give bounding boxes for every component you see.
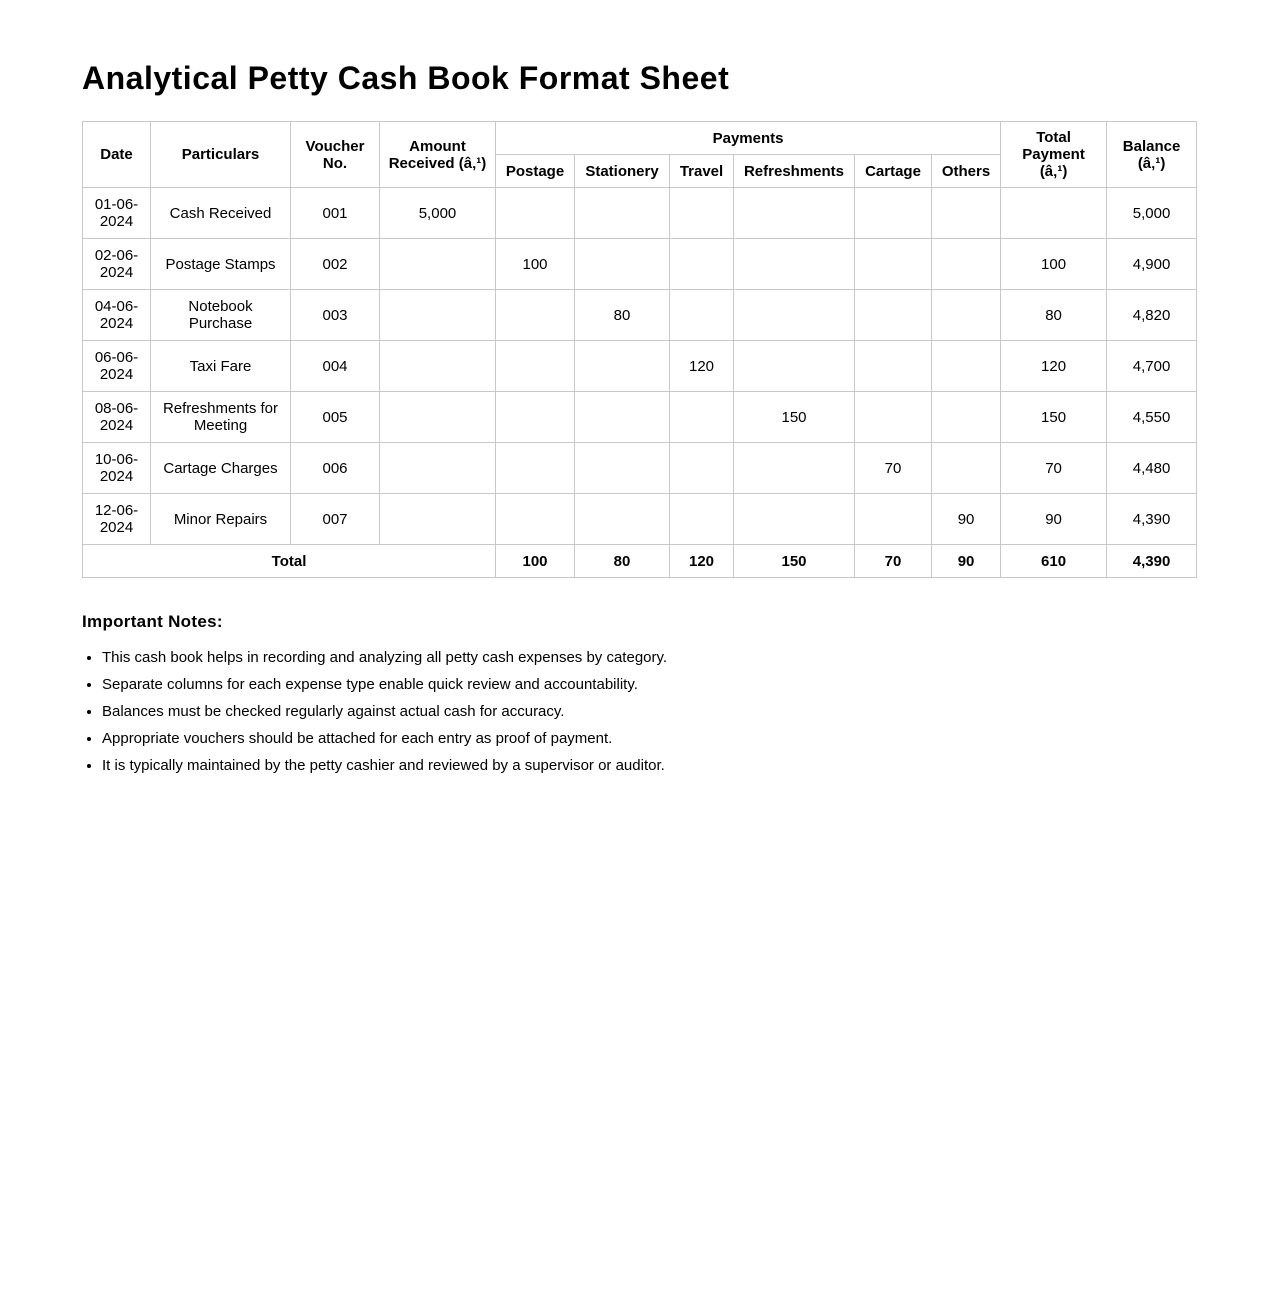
header-payment-category: Refreshments	[734, 155, 855, 188]
cell-payment: 80	[575, 290, 670, 341]
cell-payment	[932, 443, 1001, 494]
cell-payment	[855, 239, 932, 290]
cell-date: 01-06-2024	[83, 188, 151, 239]
cell-payment	[575, 443, 670, 494]
cell-payment	[670, 494, 734, 545]
cell-total-payment: 100	[1001, 239, 1107, 290]
cell-total-payment	[1001, 188, 1107, 239]
cell-particulars: Postage Stamps	[151, 239, 291, 290]
cell-balance: 4,700	[1107, 341, 1197, 392]
note-item: • Appropriate vouchers should be attached for each entry as proof of payment.	[102, 729, 667, 748]
petty-cash-table	[82, 121, 1197, 578]
cell-payment	[496, 341, 575, 392]
header-row	[83, 122, 1197, 155]
cell-date: 08-06-2024	[83, 392, 151, 443]
cell-payment	[496, 392, 575, 443]
cell-payment	[734, 290, 855, 341]
cell-payment: 120	[670, 341, 734, 392]
cell-total-payment: 70	[1001, 443, 1107, 494]
cell-payment	[734, 494, 855, 545]
header-payment-category: Travel	[670, 155, 734, 188]
header-amount-received: Amount Received (â‚¹)	[380, 122, 496, 188]
table-row	[83, 239, 1197, 290]
cell-amount-received	[380, 341, 496, 392]
cell-payment	[855, 188, 932, 239]
total-label: Total	[83, 545, 496, 578]
cell-payment	[575, 239, 670, 290]
cell-balance: 4,480	[1107, 443, 1197, 494]
cell-particulars: Minor Repairs	[151, 494, 291, 545]
note-item: • Balances must be checked regularly against actual cash for accuracy.	[102, 702, 667, 721]
cell-amount-received: 5,000	[380, 188, 496, 239]
table-row	[83, 188, 1197, 239]
cell-payment	[575, 341, 670, 392]
cell-balance: 5,000	[1107, 188, 1197, 239]
header-total-payment: Total Payment (â‚¹)	[1001, 122, 1107, 188]
cell-voucher-no: 003	[291, 290, 380, 341]
cell-particulars: Refreshments for Meeting	[151, 392, 291, 443]
total-payment-category: 70	[855, 545, 932, 578]
page-title: Analytical Petty Cash Book Format Sheet	[82, 60, 730, 96]
header-payment-category: Postage	[496, 155, 575, 188]
cell-payment	[932, 341, 1001, 392]
cell-voucher-no: 002	[291, 239, 380, 290]
cell-voucher-no: 006	[291, 443, 380, 494]
cell-payment	[575, 392, 670, 443]
cell-date: 06-06-2024	[83, 341, 151, 392]
cell-particulars: Cartage Charges	[151, 443, 291, 494]
cell-total-payment: 120	[1001, 341, 1107, 392]
table-row	[83, 290, 1197, 341]
cell-voucher-no: 004	[291, 341, 380, 392]
note-item: • This cash book helps in recording and analyzing all petty cash expenses by category.	[102, 648, 667, 667]
table-row	[83, 443, 1197, 494]
cell-amount-received	[380, 443, 496, 494]
cell-payment	[670, 290, 734, 341]
cell-payment	[855, 341, 932, 392]
table-body	[83, 188, 1197, 578]
cell-payment	[670, 239, 734, 290]
cell-date: 12-06-2024	[83, 494, 151, 545]
cell-amount-received	[380, 290, 496, 341]
header-payment-category: Stationery	[575, 155, 670, 188]
total-row	[83, 545, 1197, 578]
cell-voucher-no: 001	[291, 188, 380, 239]
total-payment-category: 150	[734, 545, 855, 578]
cell-payment	[734, 341, 855, 392]
cell-date: 10-06-2024	[83, 443, 151, 494]
table-row	[83, 494, 1197, 545]
header-particulars: Particulars	[151, 122, 291, 188]
total-payment-category: 80	[575, 545, 670, 578]
total-payment-category: 90	[932, 545, 1001, 578]
header-date: Date	[83, 122, 151, 188]
cell-payment	[496, 494, 575, 545]
cell-payment	[670, 392, 734, 443]
cell-voucher-no: 005	[291, 392, 380, 443]
cell-date: 02-06-2024	[83, 239, 151, 290]
cell-payment: 150	[734, 392, 855, 443]
cell-payment	[575, 494, 670, 545]
cell-payment	[496, 443, 575, 494]
cell-particulars: Taxi Fare	[151, 341, 291, 392]
cell-amount-received	[380, 392, 496, 443]
cell-balance: 4,900	[1107, 239, 1197, 290]
cell-payment	[670, 443, 734, 494]
notes-title: Important Notes:	[82, 612, 223, 631]
cell-payment	[734, 239, 855, 290]
cell-payment	[575, 188, 670, 239]
header-payment-category: Others	[932, 155, 1001, 188]
cell-payment: 100	[496, 239, 575, 290]
total-payment-category: 120	[670, 545, 734, 578]
cell-particulars: Cash Received	[151, 188, 291, 239]
table-row	[83, 341, 1197, 392]
cell-balance: 4,820	[1107, 290, 1197, 341]
cell-amount-received	[380, 239, 496, 290]
cell-payment	[855, 494, 932, 545]
cell-payment	[855, 392, 932, 443]
cell-voucher-no: 007	[291, 494, 380, 545]
cell-total-payment: 90	[1001, 494, 1107, 545]
note-item: • Separate columns for each expense type enable quick review and accountability.	[102, 675, 667, 694]
total-balance: 4,390	[1107, 545, 1197, 578]
note-item: • It is typically maintained by the petty cashier and reviewed by a supervisor or auditor.	[102, 756, 667, 775]
header-payments: Payments	[496, 122, 1001, 155]
cell-date: 04-06-2024	[83, 290, 151, 341]
cell-total-payment: 150	[1001, 392, 1107, 443]
cell-payment	[734, 188, 855, 239]
cell-payment	[496, 290, 575, 341]
cell-balance: 4,390	[1107, 494, 1197, 545]
cell-payment: 90	[932, 494, 1001, 545]
cell-particulars: Notebook Purchase	[151, 290, 291, 341]
total-total-payment: 610	[1001, 545, 1107, 578]
header-voucher-no: Voucher No.	[291, 122, 380, 188]
cell-payment	[932, 239, 1001, 290]
cell-payment	[670, 188, 734, 239]
cell-payment: 70	[855, 443, 932, 494]
header-balance: Balance (â‚¹)	[1107, 122, 1197, 188]
cell-payment	[932, 290, 1001, 341]
cell-payment	[932, 392, 1001, 443]
cell-payment	[932, 188, 1001, 239]
cell-balance: 4,550	[1107, 392, 1197, 443]
cell-amount-received	[380, 494, 496, 545]
cell-payment	[855, 290, 932, 341]
cell-payment	[496, 188, 575, 239]
header-payment-category: Cartage	[855, 155, 932, 188]
total-payment-category: 100	[496, 545, 575, 578]
notes-list	[82, 648, 667, 783]
table-row	[83, 392, 1197, 443]
cell-total-payment: 80	[1001, 290, 1107, 341]
cell-payment	[734, 443, 855, 494]
